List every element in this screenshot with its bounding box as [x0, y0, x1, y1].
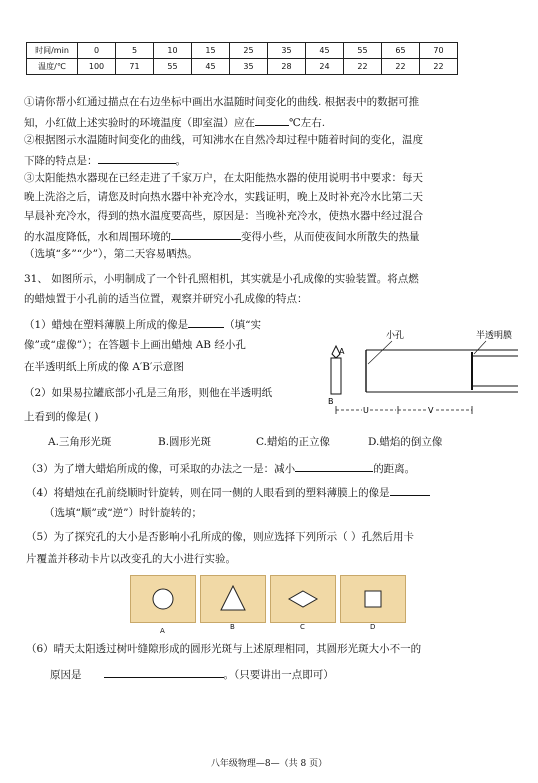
q31-line: （2）如果易拉罐底部小孔是三角形，则他在半透明纸 [24, 387, 273, 399]
answer-blank[interactable] [171, 228, 241, 240]
table-cell: 5 [116, 43, 154, 59]
page-footer: 八年级物理—8—（共 8 页） [210, 759, 328, 769]
q31-line [26, 460, 415, 476]
hole-option-triangle[interactable] [200, 575, 266, 623]
table-cell: 时间/min [27, 43, 78, 59]
table-cell: 55 [344, 43, 382, 59]
answer-blank[interactable] [188, 316, 224, 328]
table-cell: 45 [306, 43, 344, 59]
label-v: V [428, 406, 434, 415]
q31-line: （选填“顺”或“逆”）时针旋转的； [44, 507, 202, 519]
q31-intro: 的蜡烛置于小孔前的适当位置，观察并研究小孔成像的特点： [24, 293, 308, 305]
label-b: B [328, 397, 334, 406]
q30-text: 。 [175, 155, 186, 167]
shape-label-b: B [230, 623, 235, 631]
option-a[interactable]: A.三角形光斑 [48, 436, 112, 448]
q31-text: （填“实 [224, 319, 262, 331]
q30-line: 早晨补充冷水，得到的热水温度要高些，原因是：当晚补充冷水，使热水器中经过混合 [24, 210, 423, 222]
square-icon [341, 576, 405, 622]
q31-line [24, 316, 261, 332]
q30-text: 变得小些，从而使夜间水所散失的热量 [241, 231, 420, 243]
table-cell: 15 [192, 43, 230, 59]
q30-line [24, 114, 325, 130]
q30-line: ②根据图示水温随时间变化的曲线，可知沸水在自然冷却过程中随着时间的变化，温度 [24, 134, 423, 146]
label-u: U [363, 406, 369, 415]
option-c[interactable]: C.蜡焰的正立像 [256, 436, 330, 448]
q31-line [50, 666, 334, 682]
circle-icon [131, 576, 195, 622]
table-cell: 70 [420, 43, 458, 59]
q30-line: （选填“多”“少”），第二天容易晒热。 [24, 248, 198, 260]
pinhole-camera-diagram [326, 331, 526, 450]
q31-line: （6）晴天太阳透过树叶缝隙形成的圆形光斑与上述原理相同，其圆形光斑大小不一的 [26, 643, 422, 655]
shape-label-c: C [300, 623, 305, 631]
q31-line [26, 484, 430, 500]
answer-blank[interactable] [295, 460, 373, 472]
q30-line: ①请你帮小红通过描点在右边坐标中画出水温随时间变化的曲线. 根据表中的数据可推 [24, 96, 420, 108]
q30-line [24, 228, 420, 244]
rhombus-icon [271, 576, 335, 622]
temperature-table [26, 42, 458, 75]
hole-option-circle[interactable] [130, 575, 196, 623]
film-pointer [474, 341, 486, 354]
table-cell: 22 [382, 59, 420, 75]
label-a: A [339, 347, 345, 356]
table-cell: 10 [154, 43, 192, 59]
table-cell: 24 [306, 59, 344, 75]
q30-text: 知，小红做上述实验时的环境温度（即室温）应在 [24, 117, 255, 129]
table-cell: 65 [382, 43, 420, 59]
q31-text: 原因是 [50, 669, 82, 681]
option-d[interactable]: D.蜡焰的倒立像 [368, 436, 443, 448]
table-cell: 28 [268, 59, 306, 75]
q30-text: ℃左右. [289, 117, 326, 129]
shape-label-a: A [160, 627, 165, 635]
hole-option-rhombus[interactable] [270, 575, 336, 623]
hole-option-square[interactable] [340, 575, 406, 623]
q31-line: 片覆盖并移动卡片以改变孔的大小进行实验。 [26, 553, 236, 565]
table-cell: 0 [78, 43, 116, 59]
table-cell: 22 [420, 59, 458, 75]
q30-text: 的水温度降低，水和周围环境的 [24, 231, 171, 243]
triangle-icon [201, 576, 265, 622]
table-cell: 100 [78, 59, 116, 75]
candle-body [331, 358, 341, 394]
hole-pointer [368, 341, 392, 364]
q31-line: 上看到的像是( ) [24, 411, 99, 423]
table-cell: 35 [230, 59, 268, 75]
answer-blank[interactable] [390, 484, 430, 496]
answer-blank[interactable] [255, 114, 289, 126]
q31-line: 在半透明纸上所成的像 A′B′示意图 [24, 361, 184, 373]
q31-text: （3）为了增大蜡焰所成的像，可采取的办法之一是：减小 [26, 463, 296, 475]
q31-text: 。（只要讲出一点即可） [223, 669, 334, 681]
table-cell: 35 [268, 43, 306, 59]
q31-intro: 31、 如图所示，小明制成了一个针孔照相机，其实就是小孔成像的实验装置。将点燃 [24, 273, 419, 285]
q31-text: 的距离。 [373, 463, 416, 475]
table-cell: 25 [230, 43, 268, 59]
label-film: 半透明膜 [476, 331, 513, 341]
q31-line: 像”或“虚像”）；在答题卡上画出蜡烛 AB 经小孔 [24, 339, 246, 351]
table-cell: 45 [192, 59, 230, 75]
table-row [27, 43, 458, 59]
table-row [27, 59, 458, 75]
q30-line [24, 152, 186, 168]
answer-blank[interactable] [104, 666, 224, 678]
q30-line: 晚上洗浴之后，请您及时向热水器中补充冷水，实践证明，晚上及时补充冷水比第二天 [24, 191, 423, 203]
q31-text: （4）将蜡烛在孔前绕顺时针旋转，则在同一侧的人眼看到的塑料薄膜上的像是 [26, 487, 390, 499]
label-hole: 小孔 [386, 331, 405, 341]
q31-text: （1）蜡烛在塑料薄膜上所成的像是 [24, 319, 189, 331]
answer-blank[interactable] [98, 152, 176, 164]
table-cell: 71 [116, 59, 154, 75]
q30-line: ③太阳能热水器现在已经走进了千家万户，在太阳能热水器的使用说明书中要求：每天 [24, 172, 423, 184]
shape-label-d: D [370, 623, 376, 631]
table-cell: 22 [344, 59, 382, 75]
table-cell: 55 [154, 59, 192, 75]
q31-line: （5）为了探究孔的大小是否影响小孔所成的像，则应选择下列所示（ ）孔然后用卡 [26, 531, 415, 543]
q30-text: 下降的特点是： [24, 155, 98, 167]
option-b[interactable]: B.圆形光斑 [158, 436, 212, 448]
table-cell: 温度/℃ [27, 59, 78, 75]
